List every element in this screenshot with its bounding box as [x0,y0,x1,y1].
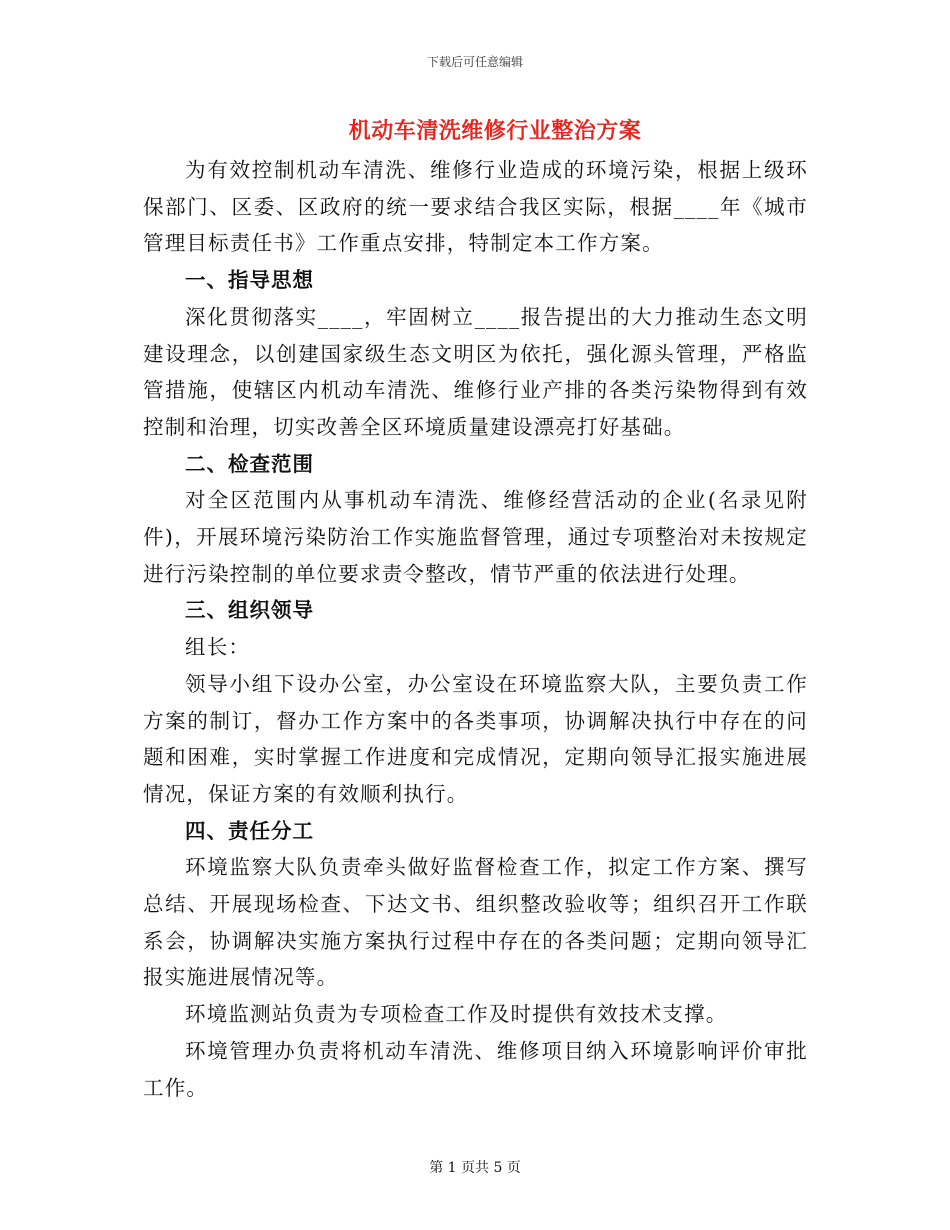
section-paragraph: 环境管理办负责将机动车清洗、维修项目纳入环境影响评价审批工作。 [143,1038,808,1100]
document-body [143,152,808,1106]
page-header: 下载后可任意编辑 [426,55,523,69]
section-heading: 四、责任分工 [185,818,314,843]
intro-paragraph: 为有效控制机动车清洗、维修行业造成的环境污染，根据上级环保部门、区委、区政府的统一要求结合我区实际，根据____年《城市管理目标责任书》工作重点安排，特制定本工作方案。 [143,158,808,256]
section-heading: 一、指导思想 [185,268,314,293]
section-paragraph: 环境监测站负责为专项检查工作及时提供有效技术支撑。 [185,1002,728,1027]
section-paragraph: 环境监察大队负责牵头做好监督检查工作，拟定工作方案、撰写总结、开展现场检查、下达文书、组织整改验收等；组织召开工作联系会，协调解决实施方案执行过程中存在的各类问题；定期向领导汇报实施进展情况等。 [143,855,808,990]
page-number: 第 1 页共 5 页 [429,1160,521,1176]
section-paragraph: 对全区范围内从事机动车清洗、维修经营活动的企业(名录见附件)，开展环境污染防治工作实施监督管理，通过专项整治对未按规定进行污染控制的单位要求责令整改，情节严重的依法进行处理。 [143,488,808,586]
section-paragraph: 组长： [185,635,251,660]
section-heading: 二、检查范围 [185,451,314,476]
section-paragraph: 深化贯彻落实____，牢固树立____报告提出的大力推动生态文明建设理念，以创建国家级生态文明区为依托，强化源头管理，严格监管措施，使辖区内机动车清洗、维修行业产排的各类污染物得到有效控制和治理，切实改善全区环境质量建设漂亮打好基础。 [143,304,808,439]
section-heading: 三、组织领导 [185,598,314,623]
section-paragraph: 领导小组下设办公室，办公室设在环境监察大队，主要负责工作方案的制订，督办工作方案中的各类事项，协调解决执行中存在的问题和困难，实时掌握工作进度和完成情况，定期向领导汇报实施进展情况，保证方案的有效顺利执行。 [143,671,808,806]
document-title: 机动车清洗维修行业整治方案 [348,118,642,144]
